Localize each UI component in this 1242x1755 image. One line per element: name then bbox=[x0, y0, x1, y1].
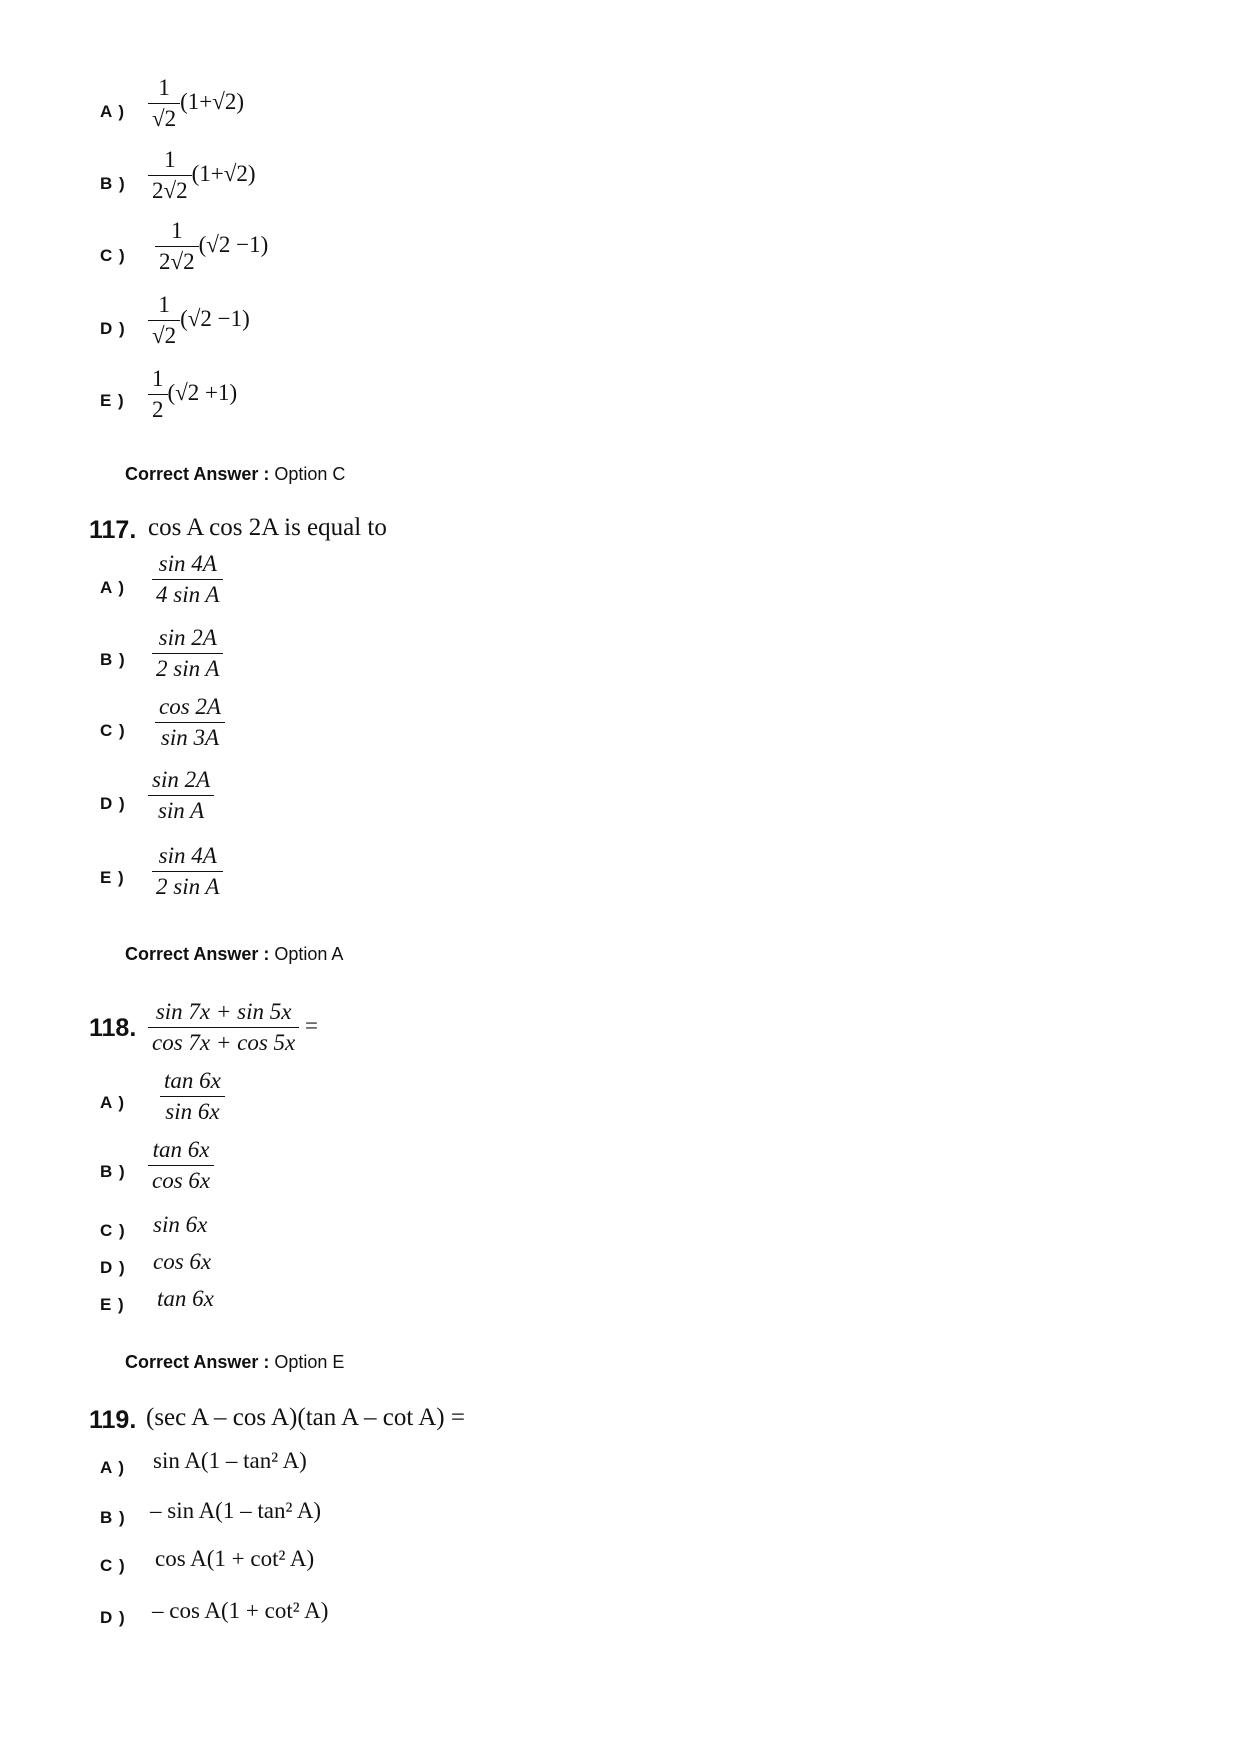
denominator: 2 bbox=[148, 394, 168, 423]
q116-option-a bbox=[148, 75, 244, 132]
q119-option-d-label: D ) bbox=[100, 1608, 126, 1627]
q119-option-a-label: A ) bbox=[100, 1458, 126, 1477]
q118-stem bbox=[148, 999, 318, 1056]
q117-option-a bbox=[152, 551, 223, 608]
denominator: √2 bbox=[148, 103, 180, 132]
numerator: 1 bbox=[164, 147, 176, 172]
numerator: 1 bbox=[158, 292, 170, 317]
denominator: 4 sin A bbox=[152, 579, 223, 608]
answer-prefix: Correct Answer : bbox=[125, 944, 270, 964]
answer-value: Option A bbox=[274, 944, 344, 964]
numerator: sin 4A bbox=[158, 843, 217, 868]
expression: (√2 −1) bbox=[180, 305, 250, 331]
denominator: 2√2 bbox=[155, 246, 199, 275]
denominator: cos 7x + cos 5x bbox=[148, 1027, 299, 1056]
q118-option-a-label: A ) bbox=[100, 1093, 126, 1112]
q117-number: 117. bbox=[89, 516, 137, 544]
q116-option-a-label: A ) bbox=[100, 102, 126, 121]
numerator: sin 2A bbox=[152, 767, 211, 792]
q116-option-e-label: E ) bbox=[100, 391, 125, 410]
q117-option-d-label: D ) bbox=[100, 794, 126, 813]
stem-equals: = bbox=[305, 1012, 318, 1038]
q118-option-e-label: E ) bbox=[100, 1295, 125, 1314]
q119-option-c: cos A(1 + cot² A) bbox=[155, 1546, 315, 1571]
numerator: cos 2A bbox=[159, 694, 221, 719]
numerator: 1 bbox=[171, 218, 183, 243]
q119-number: 119. bbox=[89, 1406, 137, 1434]
expression: (√2 −1) bbox=[198, 231, 269, 257]
q118-option-d-label: D ) bbox=[100, 1258, 126, 1277]
q118-option-b-label: B ) bbox=[100, 1162, 126, 1181]
answer-prefix: Correct Answer : bbox=[125, 464, 270, 484]
q119-option-b-label: B ) bbox=[100, 1508, 126, 1527]
q119-option-c-label: C ) bbox=[100, 1556, 126, 1575]
q118-number: 118. bbox=[89, 1014, 137, 1042]
numerator: tan 6x bbox=[164, 1068, 221, 1093]
q118-option-b bbox=[148, 1137, 214, 1194]
q117-option-a-label: A ) bbox=[100, 578, 126, 597]
q119-option-b: – sin A(1 – tan² A) bbox=[150, 1498, 322, 1523]
q116-option-e bbox=[148, 366, 237, 423]
q119-option-d: – cos A(1 + cot² A) bbox=[152, 1598, 329, 1623]
q118-option-a bbox=[160, 1068, 225, 1125]
q117-option-c-label: C ) bbox=[100, 721, 126, 740]
q119-option-a: sin A(1 – tan² A) bbox=[153, 1448, 307, 1473]
answer-prefix: Correct Answer : bbox=[125, 1352, 270, 1372]
numerator: sin 4A bbox=[158, 551, 217, 576]
q117-option-c bbox=[155, 694, 225, 751]
q118-correct-answer bbox=[125, 1352, 344, 1373]
q116-option-b bbox=[148, 147, 256, 204]
denominator: sin 6x bbox=[160, 1096, 225, 1125]
denominator: 2 sin A bbox=[152, 653, 223, 682]
q116-option-c-label: C ) bbox=[100, 246, 126, 265]
numerator: sin 2A bbox=[158, 625, 217, 650]
q117-option-e-label: E ) bbox=[100, 868, 125, 887]
denominator: 2 sin A bbox=[152, 871, 223, 900]
q116-option-d bbox=[148, 292, 250, 349]
q118-option-e: tan 6x bbox=[157, 1286, 214, 1311]
q117-option-b bbox=[152, 625, 223, 682]
q117-option-b-label: B ) bbox=[100, 650, 126, 669]
q116-option-b-label: B ) bbox=[100, 174, 126, 193]
q116-option-d-label: D ) bbox=[100, 319, 126, 338]
q117-option-d bbox=[148, 767, 214, 824]
answer-value: Option E bbox=[274, 1352, 345, 1372]
expression: (√2 +1) bbox=[167, 379, 238, 405]
q117-correct-answer bbox=[125, 944, 343, 965]
q117-option-e bbox=[152, 843, 223, 900]
expression: (1+√2) bbox=[191, 160, 256, 186]
q118-option-c: sin 6x bbox=[153, 1212, 208, 1237]
expression: (1+√2) bbox=[180, 88, 245, 114]
q118-option-c-label: C ) bbox=[100, 1221, 126, 1240]
q118-option-d: cos 6x bbox=[153, 1249, 212, 1274]
q116-option-c bbox=[155, 218, 268, 275]
numerator: 1 bbox=[152, 366, 164, 391]
numerator: 1 bbox=[158, 75, 170, 100]
q119-stem: (sec A – cos A)(tan A – cot A) = bbox=[146, 1404, 465, 1431]
denominator: cos 6x bbox=[148, 1165, 214, 1194]
numerator: sin 7x + sin 5x bbox=[155, 999, 292, 1024]
denominator: 2√2 bbox=[148, 175, 192, 204]
q116-correct-answer bbox=[125, 464, 345, 485]
numerator: tan 6x bbox=[152, 1137, 210, 1162]
denominator: sin 3A bbox=[155, 722, 225, 751]
q117-stem: cos A cos 2A is equal to bbox=[148, 514, 387, 541]
denominator: √2 bbox=[148, 320, 180, 349]
answer-value: Option C bbox=[274, 464, 346, 484]
denominator: sin A bbox=[148, 795, 214, 824]
